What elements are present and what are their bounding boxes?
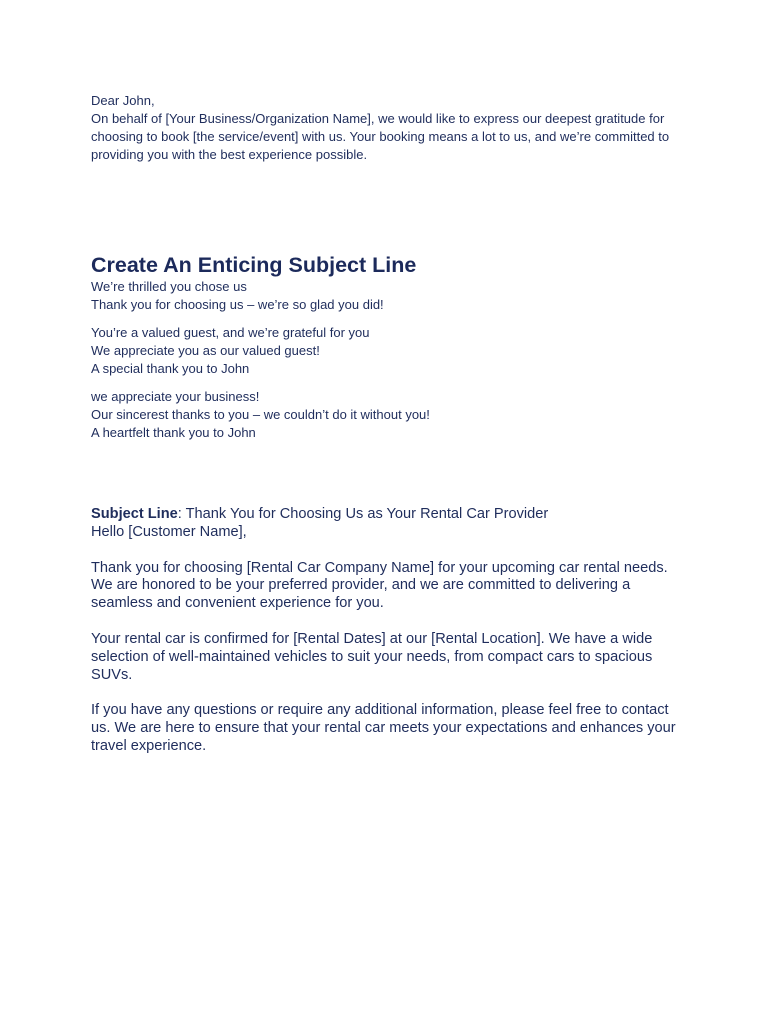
subject-text: : Thank You for Choosing Us as Your Rental Car Provider xyxy=(177,506,549,522)
email-paragraph: If you have any questions or require any additional information, please feel free to contact us. We are here to ensure that your rental car meets your expectations and enhances your travel experience. xyxy=(91,702,676,754)
example-line: Our sincerest thanks to you – we couldn’t do it without you! xyxy=(91,407,430,422)
example-line: We’re thrilled you chose us xyxy=(91,279,247,294)
section-heading: Create An Enticing Subject Line xyxy=(91,253,417,277)
salutation: Dear John, xyxy=(91,93,155,108)
email-greeting: Hello [Customer Name], xyxy=(91,523,247,540)
example-line: A heartfelt thank you to John xyxy=(91,425,256,440)
example-line: we appreciate your business! xyxy=(91,389,260,404)
example-line: You’re a valued guest, and we’re grateful for you xyxy=(91,325,370,340)
email-paragraph: Your rental car is confirmed for [Rental Dates] at our [Rental Location]. We have a wide selection of well-maintained vehicles to suit your needs, from compact cars to spacious SUVs. xyxy=(91,630,653,683)
subject-line-examples xyxy=(91,278,681,442)
sample-email xyxy=(91,506,681,756)
example-group xyxy=(91,388,681,442)
example-group xyxy=(91,324,681,378)
example-line: We appreciate you as our valued guest! xyxy=(91,343,320,358)
intro-paragraph: On behalf of [Your Business/Organization Name], we would like to express our deepest gratitude for choosing to book [the service/event] with us. Your booking means a lot to us, and we’re committed to providing you with the best experience possible. xyxy=(91,111,670,162)
example-group xyxy=(91,278,681,314)
subject-label: Subject Line xyxy=(91,506,178,522)
subject-line xyxy=(91,506,681,524)
example-line: Thank you for choosing us – we’re so glad you did! xyxy=(91,297,384,312)
intro-letter xyxy=(91,92,681,164)
email-paragraph: Thank you for choosing [Rental Car Company Name] for your upcoming car rental needs. We are honored to be your preferred provider, and we are committed to delivering a seamless and convenient experience for you. xyxy=(91,559,668,612)
example-line: A special thank you to John xyxy=(91,361,250,376)
